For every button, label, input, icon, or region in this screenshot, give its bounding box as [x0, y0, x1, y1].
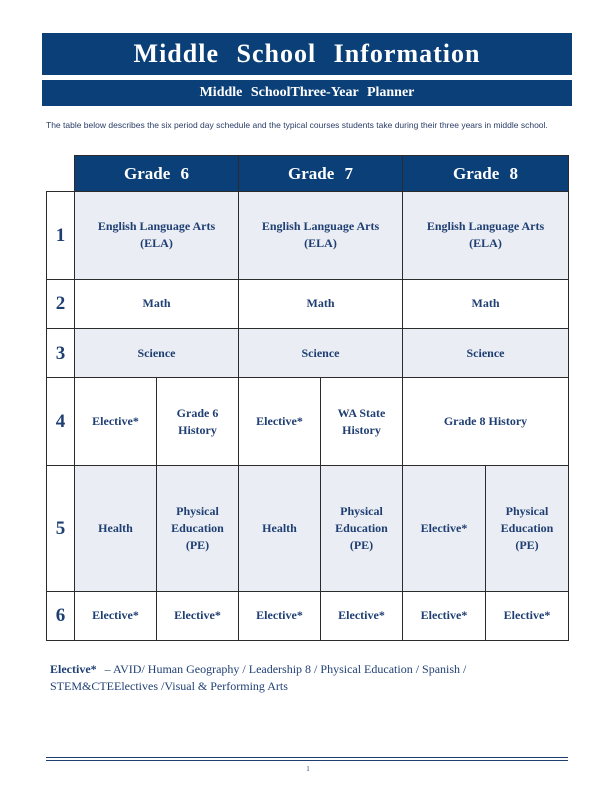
- course-cell: WA State History: [321, 378, 403, 466]
- course-cell: Health: [239, 465, 321, 591]
- footnote-label: Elective*: [50, 662, 97, 676]
- course-cell: Elective*: [75, 591, 157, 640]
- table-row: [47, 378, 569, 466]
- course-cell: Physical Education (PE): [321, 465, 403, 591]
- course-cell: Elective*: [321, 591, 403, 640]
- period-number: 2: [47, 279, 75, 328]
- course-cell: Physical Education (PE): [157, 465, 239, 591]
- table-row: [47, 591, 569, 640]
- schedule-table: [46, 155, 569, 641]
- footer-divider: [46, 757, 568, 758]
- course-cell: Science: [239, 328, 403, 377]
- table-row: [47, 465, 569, 591]
- grade-header-row: [47, 156, 569, 192]
- period-number: 6: [47, 591, 75, 640]
- page-number: 1: [306, 765, 310, 773]
- course-cell: Elective*: [157, 591, 239, 640]
- course-cell: English Language Arts (ELA): [75, 192, 239, 280]
- table-row: [47, 192, 569, 280]
- grade-8-header: Grade 8: [403, 156, 569, 192]
- period-number: 4: [47, 378, 75, 466]
- intro-paragraph: The table below describes the six period day schedule and the typical courses students take during their three years in middle school.: [46, 120, 548, 130]
- course-cell: Science: [75, 328, 239, 377]
- footer-divider: [46, 760, 568, 761]
- course-cell: Science: [403, 328, 569, 377]
- course-cell: Math: [75, 279, 239, 328]
- course-cell: Elective*: [75, 378, 157, 466]
- grade-6-header: Grade 6: [75, 156, 239, 192]
- elective-footnote: [50, 661, 570, 695]
- table-row: [47, 328, 569, 377]
- period-number: 3: [47, 328, 75, 377]
- course-cell: Grade 6 History: [157, 378, 239, 466]
- course-cell: Grade 8 History: [403, 378, 569, 466]
- course-cell: Elective*: [239, 378, 321, 466]
- course-cell: Elective*: [403, 465, 486, 591]
- header-corner: [47, 156, 75, 192]
- course-cell: Physical Education (PE): [486, 465, 569, 591]
- period-number: 5: [47, 465, 75, 591]
- course-cell: Math: [239, 279, 403, 328]
- table-row: [47, 279, 569, 328]
- course-cell: Health: [75, 465, 157, 591]
- period-number: 1: [47, 192, 75, 280]
- footnote-text: – AVID/ Human Geography / Leadership 8 / Physical Education / Spanish / STEM&CTEElectives /Visual & Performing Arts: [50, 662, 467, 693]
- course-cell: Elective*: [486, 591, 569, 640]
- page-title: Middle School Information: [42, 33, 572, 75]
- course-cell: Elective*: [403, 591, 486, 640]
- course-cell: English Language Arts (ELA): [239, 192, 403, 280]
- grade-7-header: Grade 7: [239, 156, 403, 192]
- course-cell: Math: [403, 279, 569, 328]
- course-cell: English Language Arts (ELA): [403, 192, 569, 280]
- page-subtitle: Middle SchoolThree-Year Planner: [42, 80, 572, 106]
- course-cell: Elective*: [239, 591, 321, 640]
